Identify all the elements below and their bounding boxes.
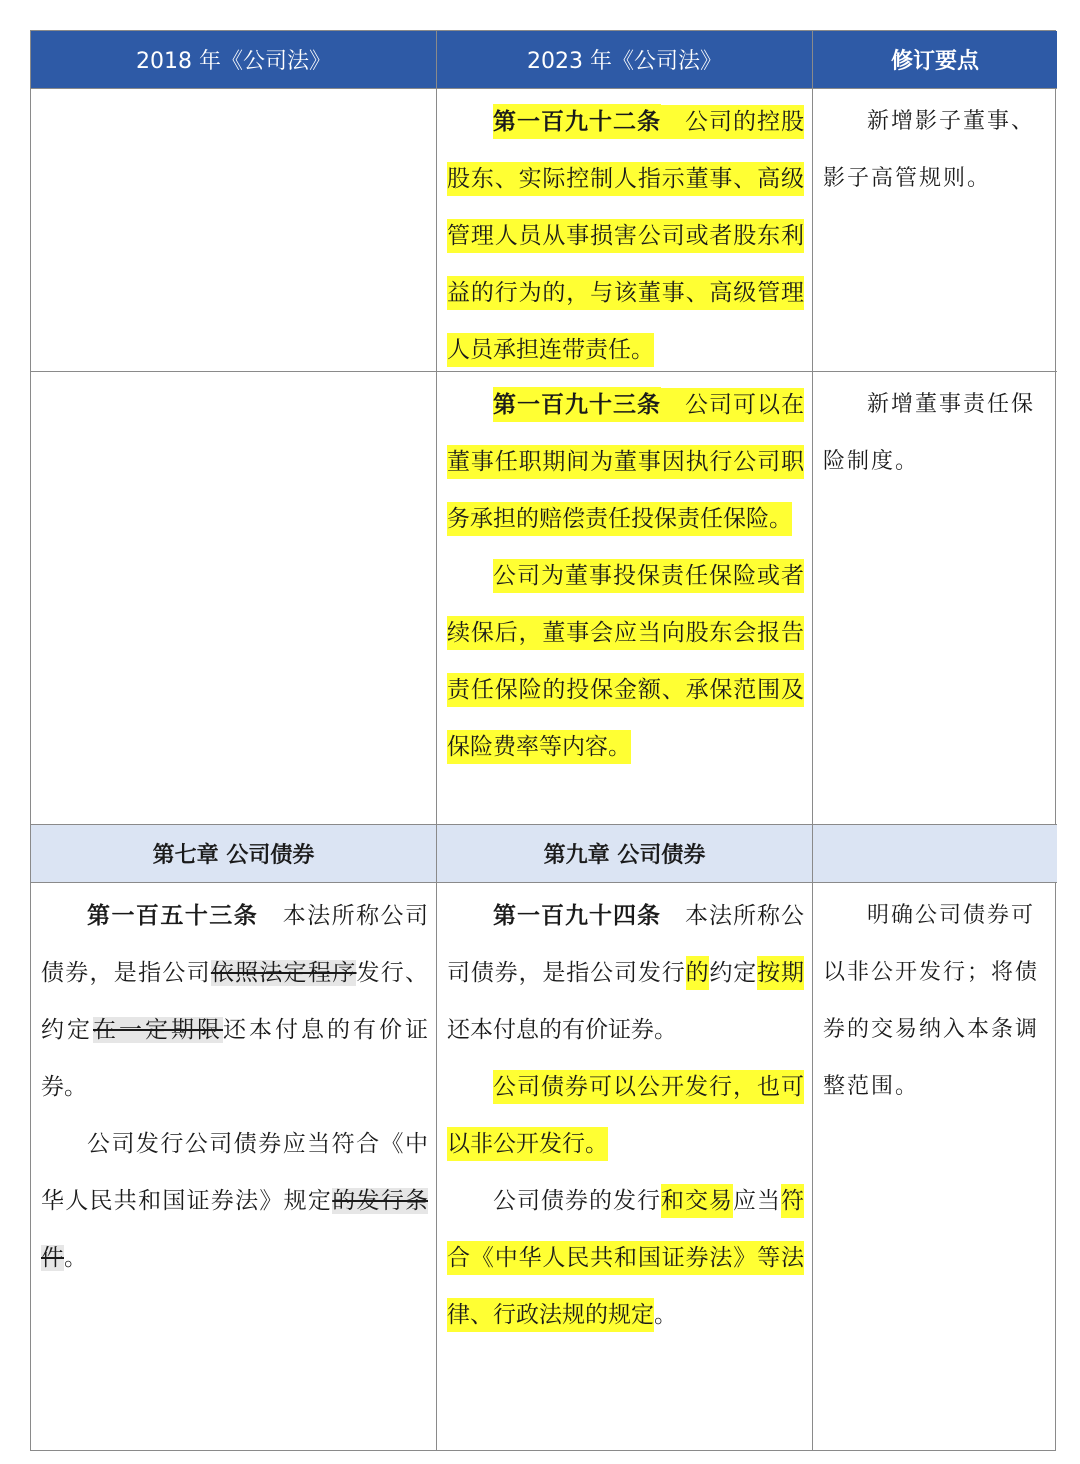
article-193-para2-text: 公司为董事投保责任保险或者续保后，董事会应当向股东会报告责任保险的投保金额、承保范围及保险费率等内容。 xyxy=(447,559,804,764)
row1-2023-cell xyxy=(437,89,813,372)
header-2023: 2023 年《公司法》 xyxy=(437,31,813,89)
article-193-para2 xyxy=(447,548,804,776)
article-194-text-c: 还本付息的有价证券。 xyxy=(447,1017,677,1043)
article-153-text-c: 还本付息的有价证券。 xyxy=(41,1017,428,1100)
row1-note-cell xyxy=(813,89,1057,372)
comparison-table xyxy=(30,30,1056,1451)
row2-2023-cell xyxy=(437,372,813,825)
article-194-para3-c: 。 xyxy=(654,1302,677,1328)
row3-2018-cell xyxy=(31,883,437,1450)
article-194-text-b: 约定 xyxy=(709,960,758,986)
article-153-para2-a: 公司发行公司债券应当符合《中华人民共和国证券法》规定 xyxy=(41,1131,428,1214)
row3-note: 明确公司债券可以非公开发行；将债券的交易纳入本条调整范围。 xyxy=(823,903,1040,1099)
article-192 xyxy=(447,93,804,372)
chapter-note xyxy=(813,825,1057,883)
added-text-4: 和交易 xyxy=(661,1184,733,1218)
article-194-para2 xyxy=(447,1059,804,1173)
article-193 xyxy=(447,376,804,548)
article-153-para2-b: 。 xyxy=(64,1245,87,1271)
header-2018: 2018 年《公司法》 xyxy=(31,31,437,89)
article-194 xyxy=(447,887,804,1059)
article-153-text-a: 本法所称公司债券，是指公司 xyxy=(41,903,429,986)
chapter-old: 第七章 公司债券 xyxy=(31,825,437,883)
article-193-text: 公司可以在董事任职期间为董事因执行公司职务承担的赔偿责任投保责任保险。 xyxy=(447,388,804,536)
article-192-text: 公司的控股股东、实际控制人指示董事、高级管理人员从事损害公司或者股东利益的行为的，与该董事、高级管理人员承担连带责任。 xyxy=(447,105,804,367)
added-text-2: 按期 xyxy=(757,956,804,990)
article-153-para2 xyxy=(41,1116,428,1287)
row2-note-cell xyxy=(813,372,1057,825)
article-153 xyxy=(41,887,428,1116)
added-text-5: 符合《中华人民共和国证券法》等法律、行政法规的规定 xyxy=(447,1184,804,1332)
row3-2023-cell xyxy=(437,883,813,1450)
row1-2018-cell xyxy=(31,89,437,372)
article-194-para3 xyxy=(447,1173,804,1344)
deleted-text-2: 在一定期限 xyxy=(93,1017,223,1043)
added-text-3: 公司债券可以公开发行，也可以非公开发行。 xyxy=(447,1070,804,1161)
deleted-text-3: 的发行条件 xyxy=(41,1188,429,1271)
article-194-title: 第一百九十四条 xyxy=(493,902,661,929)
deleted-text-1: 依照法定程序 xyxy=(210,960,357,986)
row2-note: 新增董事责任保险制度。 xyxy=(823,392,1036,474)
header-notes: 修订要点 xyxy=(813,31,1057,89)
added-text-1: 的 xyxy=(686,956,710,990)
article-153-title: 第一百五十三条 xyxy=(87,902,259,929)
row1-note: 新增影子董事、影子高管规则。 xyxy=(823,109,1036,191)
article-194-text-a: 本法所称公司债券，是指公司发行 xyxy=(447,903,804,986)
article-153-text-b: 发行、约定 xyxy=(41,960,429,1043)
row2-2018-cell xyxy=(31,372,437,825)
row3-note-cell xyxy=(813,883,1057,1450)
article-194-para3-a: 公司债券的发行 xyxy=(493,1188,661,1214)
chapter-new: 第九章 公司债券 xyxy=(437,825,813,883)
article-192-title: 第一百九十二条 xyxy=(493,104,661,139)
article-194-para3-b: 应当 xyxy=(733,1188,781,1214)
article-193-title: 第一百九十三条 xyxy=(493,387,661,422)
